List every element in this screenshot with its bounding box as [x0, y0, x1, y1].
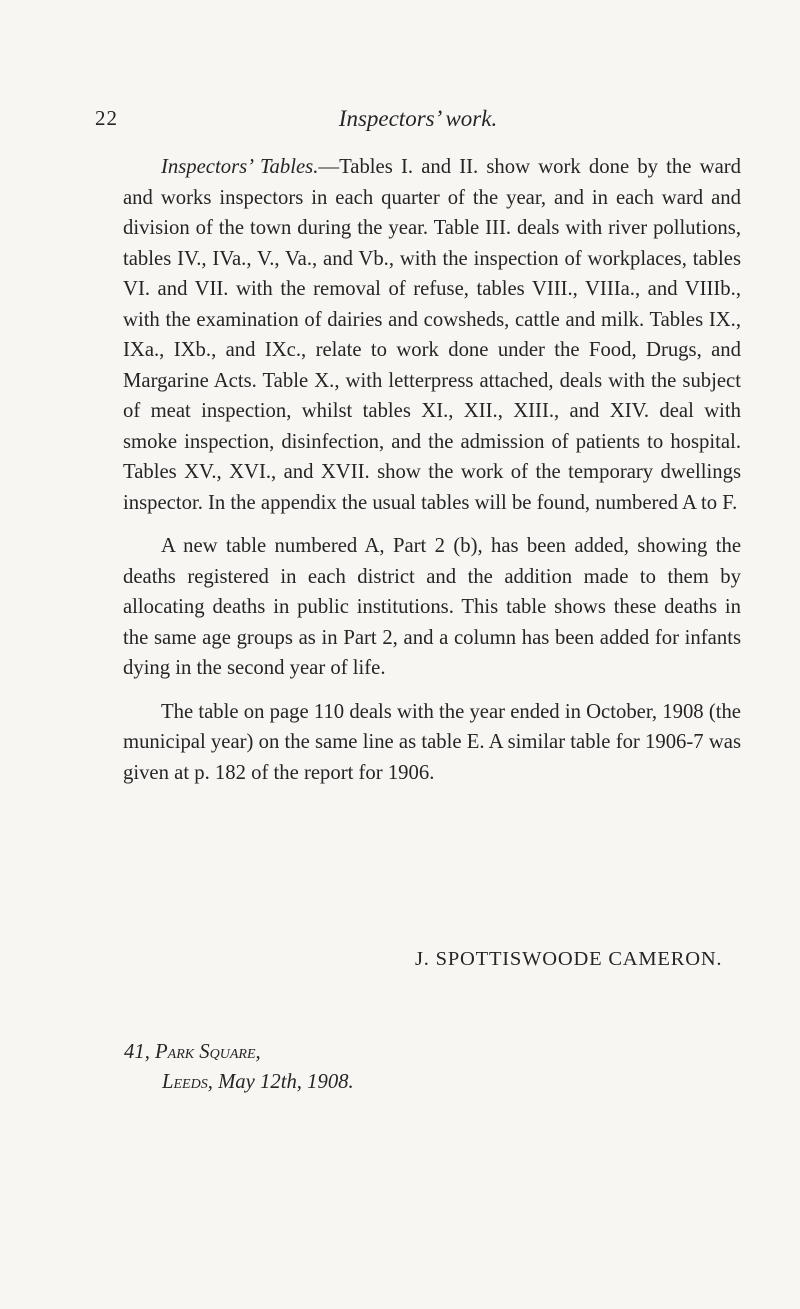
- date: May 12th, 1908.: [218, 1071, 354, 1093]
- paragraph-body: —Tables I. and II. show work done by the ward and works inspectors in each quarter of the year, and in each ward and division of the town during the year. Table III. deals with river pollutions, tables IV., IVa., V., Va., and Vb., with the inspection of workplaces, tables VI. and VII. with the removal of refuse, tables VIII., VIIIa., and VIIIb., with the examination of dairies and cowsheds, cattle and milk. Tables IX., IXa., IXb., and IXc., relate to work done under the Food, Drugs, and Margarine Acts. Table X., with letterpress attached, deals with the subject of meat inspection, whilst tables XI., XII., XIII., and XIV. deal with smoke inspection, disinfection, and the admission of patients to hospital. Tables XV., XVI., and XVII. show the work of the temporary dwellings inspector. In the appendix the usual tables will be found, numbered A to F.: [123, 156, 741, 514]
- paragraph-municipal-year: The table on page 110 deals with the year ended in October, 1908 (the municipal year) on the same line as table E. A similar table for 1906-7 was given at p. 182 of the report for 1906.: [123, 700, 741, 784]
- body-text: [123, 152, 741, 788]
- page-number: 22: [95, 106, 118, 130]
- paragraph-new-table: A new table numbered A, Part 2 (b), has been added, showing the deaths registered in each district and the addition made to them by allocating deaths in public institutions. This table shows these deaths in the same age groups as in Part 2, and a column has been added for infants dying in the second year of life.: [123, 535, 741, 679]
- page-header: [95, 106, 741, 142]
- address-date-line: [124, 1067, 354, 1097]
- paragraph-lead: Inspectors’ Tables.: [161, 156, 319, 178]
- paragraph-inspectors-tables: [123, 152, 741, 518]
- address-block: [124, 1037, 354, 1097]
- address-line: 41, Park Square,: [124, 1041, 261, 1063]
- address-city: Leeds,: [162, 1071, 213, 1093]
- signature: J. SPOTTISWOODE CAMERON.: [415, 948, 723, 970]
- running-title: Inspectors’ work.: [338, 106, 498, 131]
